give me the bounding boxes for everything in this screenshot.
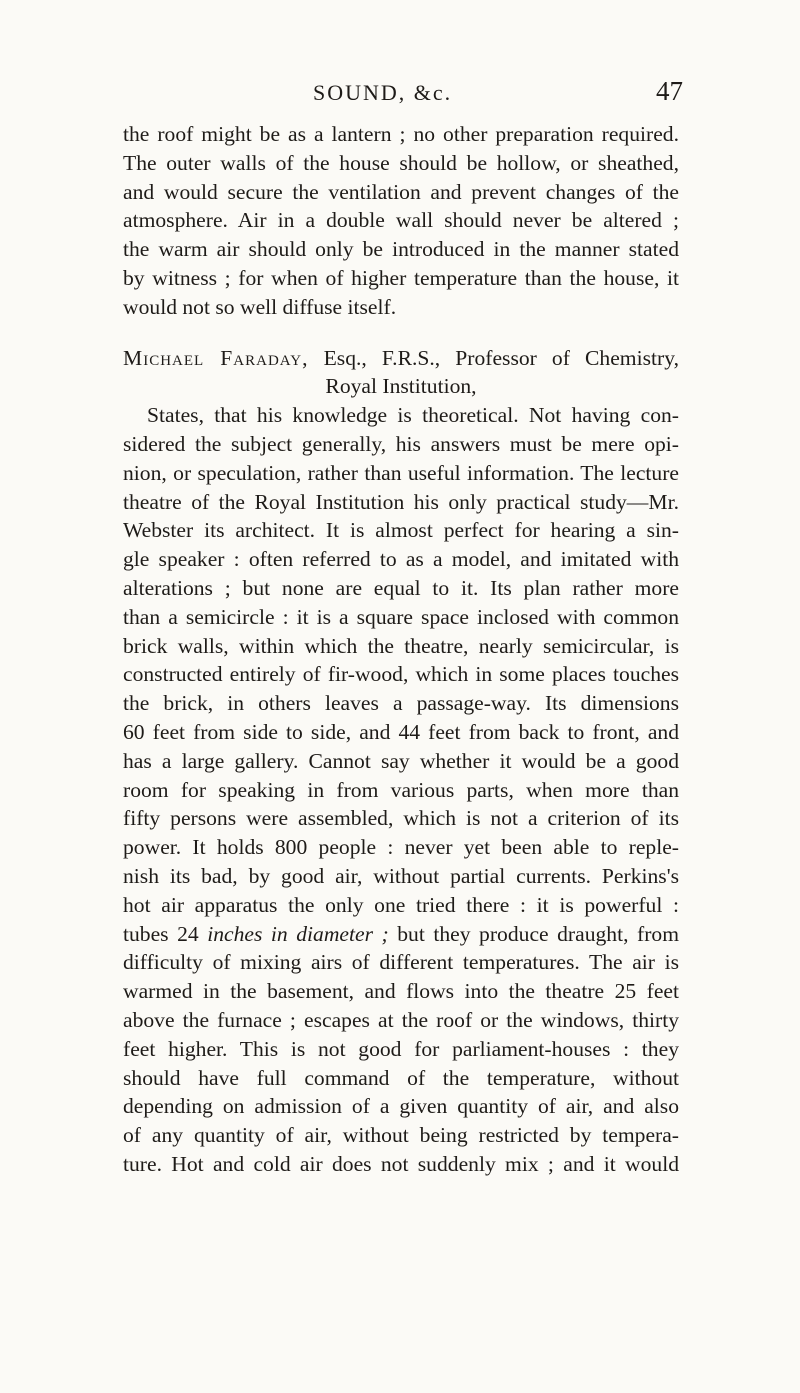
- text-line: the roof might be as a lantern ; no other preparation required.: [123, 122, 679, 146]
- witness-name: Michael Faraday,: [123, 345, 309, 370]
- text-line: States, that his knowledge is theoretical. Not having con-: [147, 403, 679, 428]
- text-fragment: tubes 24: [123, 921, 208, 946]
- text-line: 60 feet from side to side, and 44 feet from back to front, and: [123, 719, 679, 744]
- text-line: The outer walls of the house should be hollow, or sheathed,: [123, 150, 679, 175]
- page-number: 47: [656, 76, 683, 106]
- paragraph-gap: [123, 322, 679, 344]
- text-line: depending on admission of a given quantity of air, and also: [123, 1094, 679, 1119]
- witness-heading-line: [123, 344, 679, 373]
- text-line: gle speaker : often referred to as a model, and imitated with: [123, 547, 679, 572]
- witness-title: Esq., F.R.S., Professor of Chemistry,: [308, 345, 679, 370]
- text-line: above the furnace ; escapes at the roof or the windows, thirty: [123, 1007, 679, 1032]
- text-line: nion, or speculation, rather than useful information. The lecture: [123, 460, 679, 485]
- text-line: the brick, in others leaves a passage-way. Its dimensions: [123, 691, 679, 716]
- text-line: difficulty of mixing airs of different temperatures. The air is: [123, 950, 679, 975]
- text-line: warmed in the basement, and flows into the theatre 25 feet: [123, 979, 679, 1004]
- text-line: sidered the subject generally, his answers must be mere opi-: [123, 431, 679, 456]
- text-line: theatre of the Royal Institution his only practical study—Mr.: [123, 489, 679, 514]
- text-line: of any quantity of air, without being restricted by tempera-: [123, 1123, 679, 1148]
- text-line: should have full command of the temperature, without: [123, 1065, 679, 1090]
- running-head-title: SOUND, &c.: [313, 80, 453, 105]
- text-fragment: but they produce draught, from: [388, 921, 679, 946]
- text-line: hot air apparatus the only one tried there : it is powerful :: [123, 892, 679, 917]
- body-text: [123, 120, 679, 1179]
- text-line: feet higher. This is not good for parliament-houses : they: [123, 1036, 679, 1061]
- text-line: fifty persons were assembled, which is not a criterion of its: [123, 806, 679, 831]
- paragraph-roof-lantern: [123, 120, 679, 322]
- text-line: nish its bad, by good air, without partial currents. Perkins's: [123, 863, 679, 888]
- witness-institution: Royal Institution,: [325, 374, 477, 399]
- text-line: Webster its architect. It is almost perfect for hearing a sin-: [123, 518, 679, 543]
- text-line: would not so well diffuse itself.: [123, 294, 397, 319]
- text-line: [123, 920, 679, 949]
- paragraph-faraday-testimony: [123, 401, 679, 1179]
- text-line: power. It holds 800 people : never yet been able to reple-: [123, 835, 679, 860]
- witness-heading: [123, 344, 679, 402]
- text-line: the warm air should only be introduced in the manner stated: [123, 237, 679, 262]
- text-line: has a large gallery. Cannot say whether it would be a good: [123, 748, 679, 773]
- text-line: atmosphere. Air in a double wall should never be altered ;: [123, 208, 679, 233]
- text-line: brick walls, within which the theatre, nearly semicircular, is: [123, 633, 679, 658]
- text-line: room for speaking in from various parts, when more than: [123, 777, 679, 802]
- text-line: than a semicircle : it is a square space inclosed with common: [123, 604, 679, 629]
- text-line: constructed entirely of fir-wood, which in some places touches: [123, 662, 679, 687]
- running-head: [0, 76, 800, 114]
- text-line: ture. Hot and cold air does not suddenly mix ; and it would: [123, 1151, 679, 1176]
- text-line: by witness ; for when of higher temperature than the house, it: [123, 265, 679, 290]
- text-line: and would secure the ventilation and prevent changes of the: [123, 179, 679, 204]
- text-line: alterations ; but none are equal to it. Its plan rather more: [123, 575, 679, 600]
- italic-fragment: inches in diameter ;: [207, 921, 389, 946]
